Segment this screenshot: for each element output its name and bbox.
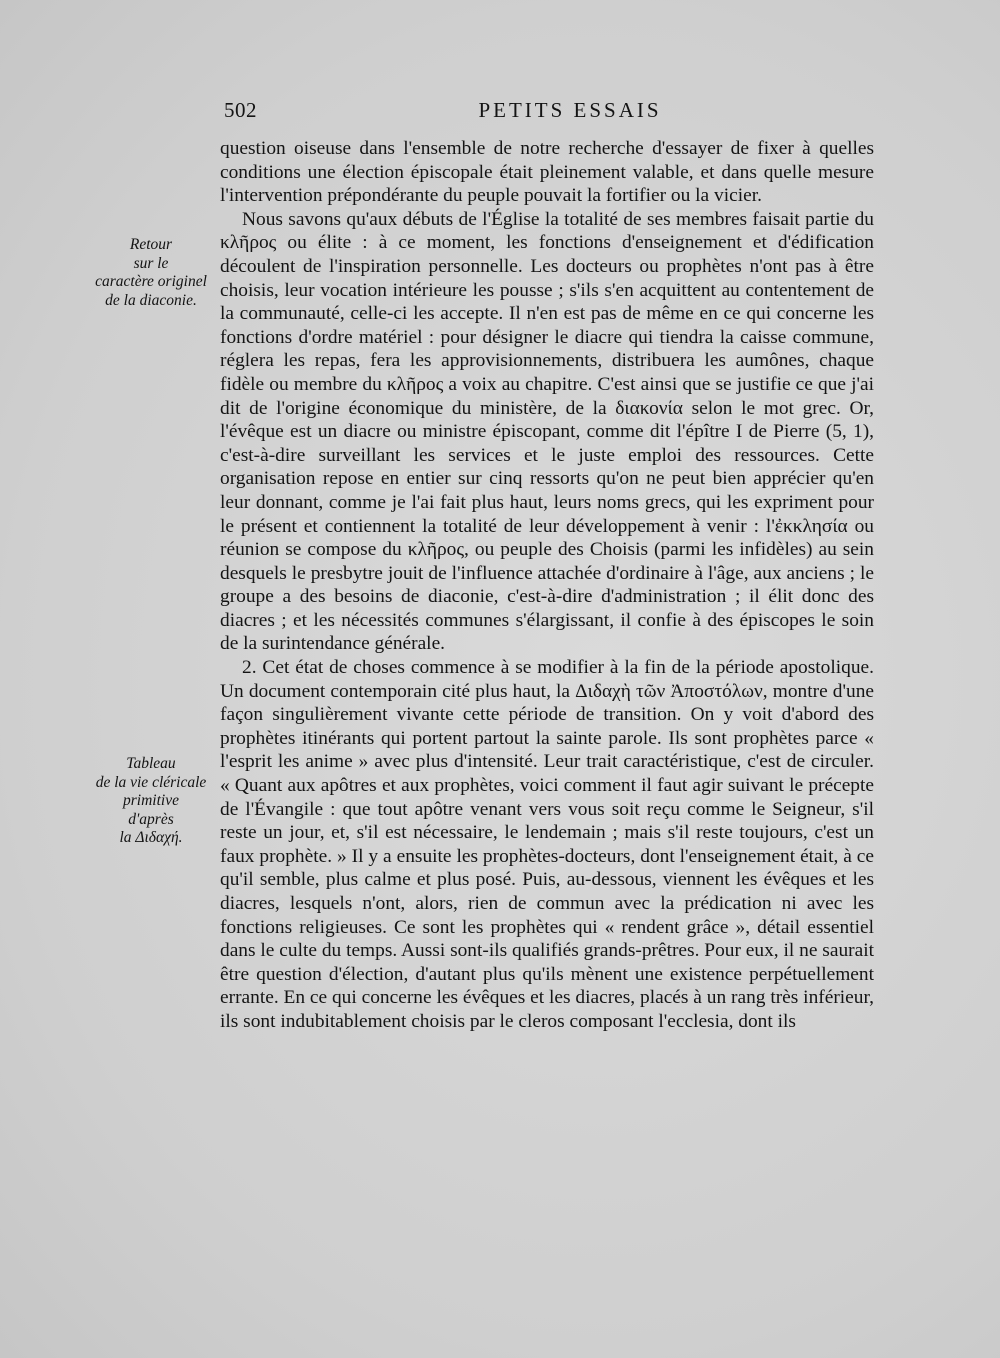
margin-note-tableau	[88, 755, 214, 848]
page-number: 502	[224, 98, 257, 122]
margin-note-line: de la vie cléricale	[95, 773, 207, 791]
paragraph-continuation: question oiseuse dans l'ensemble de notre recherche d'essayer de fixer à quelles conditions une élection épiscopale était pleinement valable, et dans quelle mesure l'intervention prépondérante du peuple pouvait la fortifier ou la vicier.	[220, 138, 874, 207]
paragraph-kleros: Nous savons qu'aux débuts de l'Église la totalité de ses membres faisait partie du κλῆρος ou élite : à ce moment, les fonctions d'enseignement et d'édification découlent de l'inspiration personnelle. Les docteurs ou prophètes n'ont pas à être choisis, leur vocation intérieure les pousse ; s'ils s'en acquittent au contentement de la communauté, celle-ci les accepte. Il n'en est pas de même en ce qui concerne les fonctions d'ordre matériel : pour désigner le diacre qui tiendra la caisse commune, réglera les repas, fera les approvisionnements, distribuera les aumônes, chaque fidèle ou membre du κλῆρος a voix au chapitre. C'est ainsi que se justifie ce que j'ai dit de l'origine économique du ministère, de la διακονία selon le mot grec. Or, l'évêque est un diacre ou ministre épiscopant, comme dit l'épître I de Pierre (5, 1), c'est-à-dire surveillant les services et le juste emploi des ressources. Cette organisation repose en entier sur cinq ressorts qu'on ne peut bien apprécier qu'en leur donnant, comme je l'ai fait plus haut, leurs noms grecs, qui les expriment pour le présent et contiennent la totalité de leur développement à venir : l'ἐκκλησία ou réunion se compose du κλῆρος, ou peuple des Choisis (parmi les infidèles) au sein desquels le presbytre jouit de l'influence attachée d'ordinaire à l'âge, aux anciens ; le groupe a des besoins de diaconie, c'est-à-dire d'administration ; il élit donc des diacres ; et les nécessités communes s'élargissant, il confie à des épiscopes le soin de la surintendance générale.	[220, 208, 874, 655]
margin-note-line: la Διδαχή.	[119, 829, 183, 846]
paragraph-didache: 2. Cet état de choses commence à se modifier à la fin de la période apostolique. Un document contemporain cité plus haut, la Διδαχὴ τῶν Ἀποστόλων, montre d'une façon singulièrement vivante cette période de transition. On y voit d'abord des prophètes itinérants qui portent partout la sainte parole. Ils sont prophètes parce « l'esprit les anime » avec plus d'intensité. Leur trait caractéristique, c'est de circuler. « Quant aux apôtres et aux prophètes, voici comment il faut agir suivant le précepte de l'Évangile : que tout apôtre venant vers vous soit reçu comme le Seigneur, s'il reste un jour, et, s'il est nécessaire, le lendemain ; mais s'il reste toujours, c'est un faux prophète. » Il y a ensuite les prophètes-docteurs, dont l'enseignement était, à ce qu'il semble, plus calme et plus posé. Puis, au-dessous, viennent les évêques et les diacres, lesquels n'ont, alors, rien de commun avec la prédication ni avec les fonctions religieuses. Ce sont les prophètes qui « rendent grâce », détail essentiel dans le culte du temps. Aussi sont-ils qualifiés grands-prêtres. Pour eux, il ne saurait être question d'élection, d'autant plus qu'ils mènent une existence perpétuellement errante. En ce qui concerne les évêques et les diacres, placés à un rang très inférieur, ils sont indubitablement choisis par le cleros composant l'ecclesia, dont ils	[220, 657, 874, 1032]
margin-note-line: caractère originel	[95, 273, 207, 290]
body-text	[220, 137, 874, 1034]
margin-note-line: Retour	[129, 236, 173, 253]
margin-note-line: sur le	[133, 254, 169, 272]
margin-note-line: de la diaconie.	[105, 291, 197, 309]
margin-note-line: Tableau	[126, 755, 176, 772]
running-title: PETITS ESSAIS	[478, 98, 662, 122]
margin-note-line: primitive	[123, 792, 179, 809]
margin-note-retour	[88, 236, 214, 310]
running-head	[220, 98, 880, 128]
margin-note-line: d'après	[128, 810, 174, 828]
